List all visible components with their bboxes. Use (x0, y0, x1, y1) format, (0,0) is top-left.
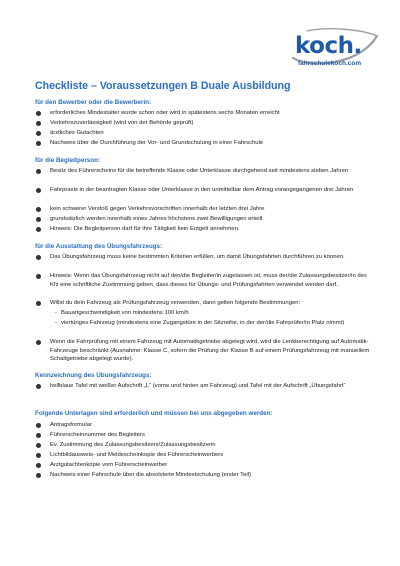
list-item: Nachweis einer Fahrschule über die absolvierte Mindestschulung (erster Teil) (36, 471, 371, 480)
sub-list-item: - viertüriges Fahrzeug (mindestens eine Zugangstüre in der Sitzreihe, in der der/die Fahrprüfer/in Platz nimmt) (55, 320, 345, 326)
list-item: Besitz des Führerscheins für die betreffende Klasse oder Unterklasse durchgehend seit mindestens sieben Jahren (36, 167, 371, 176)
bullet-icon (36, 111, 41, 116)
sub-list-item: - Bauartgeschwindigkeit von mindestens 100 km/h (55, 310, 189, 316)
bullet-icon (36, 255, 41, 260)
koch-logo (289, 28, 381, 72)
bullet-icon (36, 423, 41, 428)
logo-url: fahrschulekoch.com (298, 60, 362, 67)
bullet-icon (36, 207, 41, 212)
list-item: Arztgutachtenkopie vom Führerscheinwerber (36, 461, 371, 470)
list-item: ärztliches Gutachten (36, 129, 371, 138)
list-item: kein schwerer Verstoß gegen Verkehrsvorschriften innerhalb der letzten drei Jahre (36, 205, 371, 214)
page-title: Checkliste – Voraussetzungen B Duale Ausbildung (35, 80, 291, 92)
list-item: Führerscheinnummer des Begleiters (36, 431, 371, 440)
list-item: Das Übungsfahrzeug muss keine bestimmten Kriterien erfüllen, um damit Übungsfahrten durchführen zu können. (36, 253, 371, 262)
bullet-icon (36, 274, 41, 279)
list-item: Verkehrszuverlässigkeit (wird von der Behörde geprüft) (36, 119, 371, 128)
bullet-icon (36, 188, 41, 193)
list-item: grundsätzlich werden innerhalb eines Jahres höchstens zwei Bewilligungen erteilt (36, 215, 371, 224)
list-item: Antragsformular (36, 421, 371, 430)
bullet-icon (36, 463, 41, 468)
list-item: Lichtbildausweis- und Meldescheinkopie des Führerscheinwerbers (36, 451, 371, 460)
section-heading-kennzeichnung: Kennzeichnung des Übungsfahrzeugs: (35, 372, 152, 379)
section-heading-begleitperson: für die Begleitperson: (35, 157, 101, 164)
bullet-icon (36, 169, 41, 174)
list-item: erforderliches Mindestalter wurde schon oder wird in spätestens sechs Monaten erreicht (36, 109, 371, 118)
list-item: Fahrpraxis in der beantragten Klasse oder Unterklasse in den unmittelbar dem Antrag vorangegangenen drei Jahren (36, 186, 371, 195)
list-item: Nachweis über die Durchführung der Vor- und Grundschulung in einer Fahrschule (36, 139, 371, 148)
section-heading-ausstattung: für die Ausstattung des Übungsfahrzeugs: (35, 243, 163, 250)
bullet-icon (36, 473, 41, 478)
list-item: Hinweis: Die Begleitperson darf für ihre Tätigkeit kein Entgelt annehmen. (36, 225, 371, 234)
bullet-icon (36, 453, 41, 458)
bullet-icon (36, 141, 41, 146)
bullet-icon (36, 384, 41, 389)
list-item: Wenn die Fahrprüfung mit einem Fahrzeug mit Automatikgetriebe abgelegt wird, wird die Lenkberechtigung auf Automatik- Fahrzeuge beschränkt (Ausnahme: Klasse C, sofern die Prüfung der Klasse B auf einem Prüfungsfahrzeug mit manuellem Schaltgetriebe abgelegt wurde). (36, 338, 371, 364)
section-heading-unterlagen: Folgende Unterlagen sind erforderlich und müssen bei uns abgegeben werden: (35, 410, 273, 417)
list-item: hellblaue Tafel mit weißer Aufschrift „L“ (vorne und hinten am Fahrzeug) und Tafel mit der Aufschrift „Übungsfahrt“ (36, 382, 371, 391)
bullet-icon (36, 121, 41, 126)
bullet-icon (36, 443, 41, 448)
list-item: Ev. Zustimmung des Zulassungsbesitzers/Zulassungsbesitzerin (36, 441, 371, 450)
section-heading-bewerber: für den Bewerber oder die Bewerberin: (35, 99, 152, 106)
bullet-icon (36, 227, 41, 232)
bullet-icon (36, 301, 41, 306)
bullet-icon (36, 217, 41, 222)
bullet-icon (36, 433, 41, 438)
list-item: Hinweis: Wenn das Übungsfahrzeug nicht auf den/die Begleiter/in zugelassen ist, muss der/die Zulassungsbesitzer/in des Kfz eine schriftliche Zustimmung geben, dass dieses für Übungs- und Prüfungsfahrten verwendet werden darf. (36, 272, 371, 289)
logo-wordmark: koch. (295, 33, 362, 59)
bullet-icon (36, 340, 41, 345)
bullet-icon (36, 131, 41, 136)
list-item: Willst du dein Fahrzeug als Prüfungsfahrzeug verwenden, dann gelten folgende Bestimmungen: (36, 299, 371, 308)
